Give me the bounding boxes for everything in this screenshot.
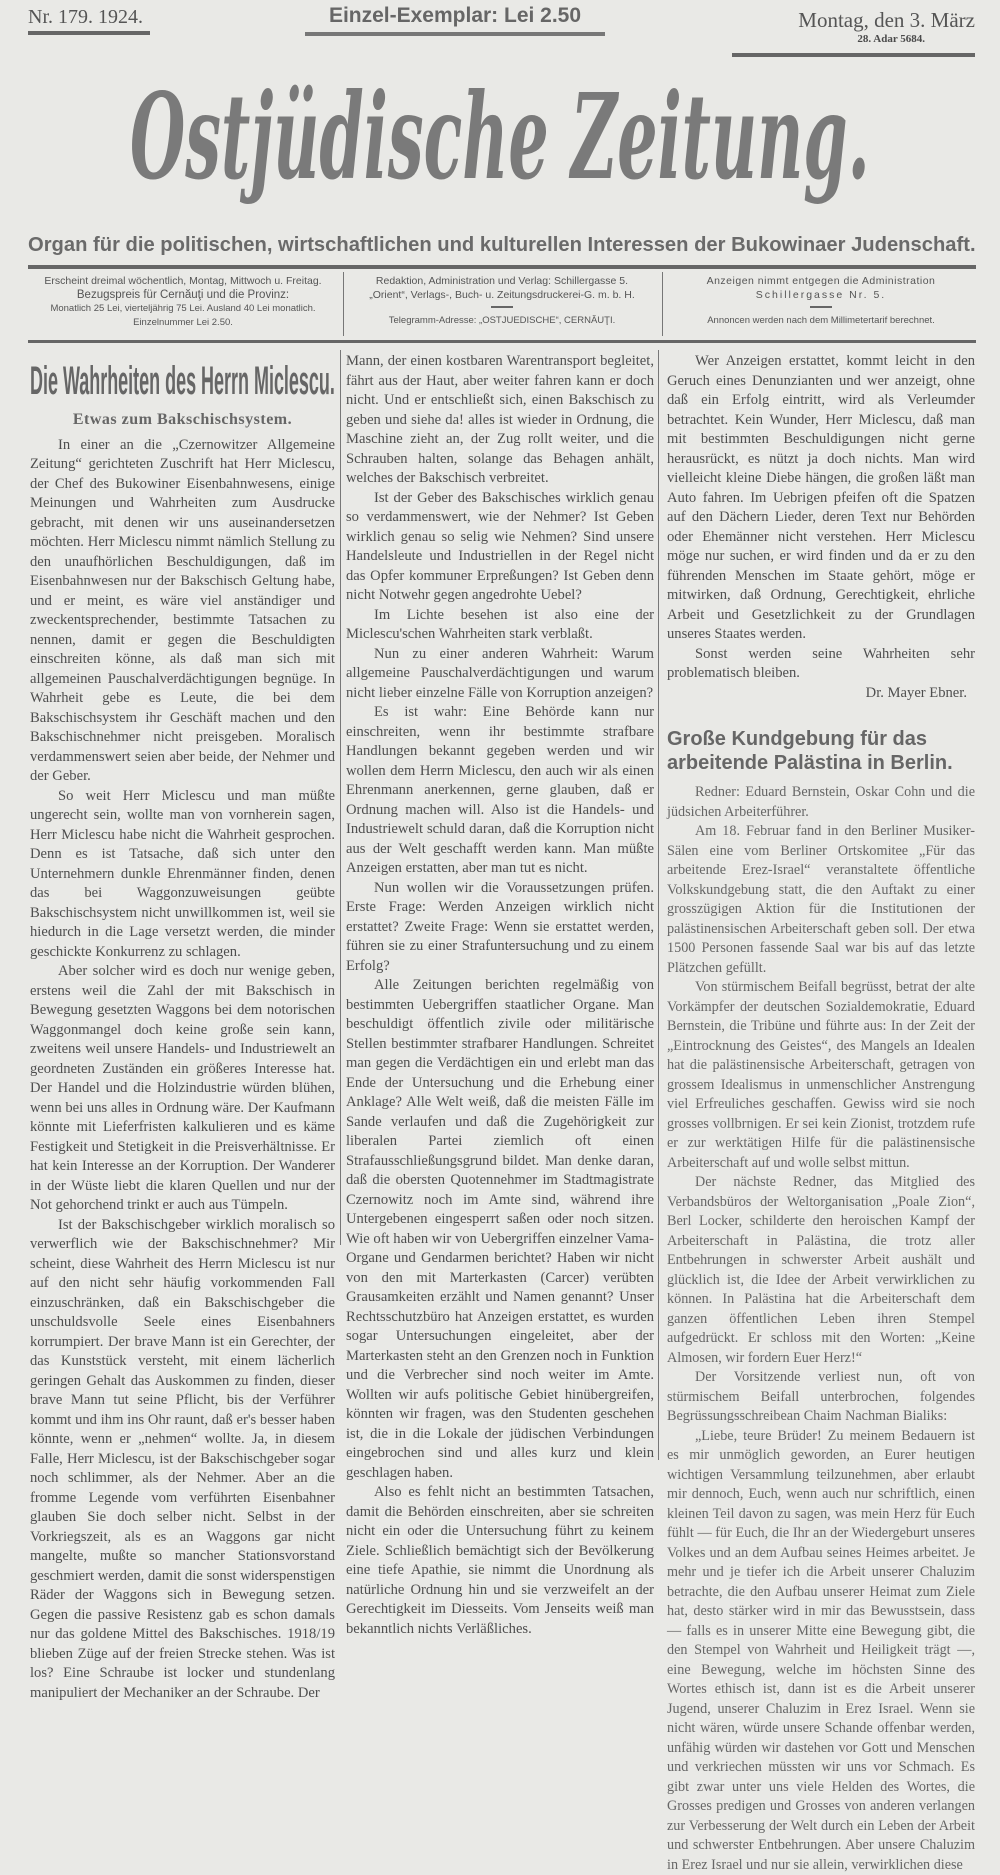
author-signature: Dr. Mayer Ebner.	[667, 684, 967, 704]
article-subtitle: Etwas zum Bakschischsystem.	[30, 410, 335, 430]
info-line: Redaktion, Administration und Verlag: Schillergasse 5.	[376, 274, 628, 288]
info-rule	[28, 340, 976, 343]
paragraph: Es ist wahr: Eine Behörde kann nur einschreiten, wenn ihr bestimmte strafbare Handlungen bekannt gegeben werden und wir wollen dem Herrn Miclescu, den auch wir als einen Ehrenmann anerkennen, gerne glauben, daß er Ordnung machen will. Also ist die Handels- und Industriewelt schuld daran, daß die Korruption nicht aus der Welt geschafft werden kann. Man müßte Anzeigen erstatten, aber man tut es nicht.	[346, 703, 654, 879]
paragraph: Am 18. Februar fand in den Berliner Musiker-Sälen eine vom Berliner Ortskomitee „Für das arbeitende Erez-Israel“ veranstaltete öffentliche Volkskundgebung statt, die den Auftakt zu einer grosszügigen Aktion für die Institutionen der palästinensischen Arbeiterschaft geben soll. Der etwa 1500 Personen fassende Saal war bis auf das letzte Plätzchen gefüllt.	[667, 822, 975, 978]
info-line-box	[30, 274, 336, 288]
paragraph: Aber solcher wird es doch nur wenige geben, erstens weil die Zahl der mit Bakschisch in Bewegung gesetzten Waggons bei dem notorischen Waggonmangel doch keine große sein kann, zweitens weil unsere Handels- und Industriewelt an geordneten Zuständen ein größeres Interesse hat. Der Handel und die Holzindustrie würden blühen, wenn bei uns alles in Ordnung wäre. Der Kaufmann könnte mit Lieferfristen kalkulieren und es käme Festigkeit und Stetigkeit in die Preisverhältnisse. Er hat kein Interesse an der Korruption. Der Wanderer in der Wüste liebt die klaren Quellen und nur der Not gehorchend trinkt er auch aus Tümpeln.	[30, 962, 335, 1216]
issue-number: Nr. 179. 1924.	[28, 6, 150, 35]
info-line-box	[667, 314, 975, 328]
masthead-logo: Ostjüdische Zeitung.	[130, 62, 870, 212]
info-divider	[662, 272, 663, 336]
column-divider	[658, 350, 659, 1460]
paragraph: Redner: Eduard Bernstein, Oskar Cohn und die jüdsichen Arbeiterführer.	[667, 783, 975, 822]
info-line-box	[30, 302, 336, 316]
info-line: Schillergasse Nr. 5.	[756, 288, 886, 302]
paragraph: Im Lichte besehen ist also eine der Miclescu'schen Wahrheiten stark verblaßt.	[346, 606, 654, 645]
paragraph: Ist der Bakschischgeber wirklich moralisch so verwerflich wie der Bakschischnehmer? Mir scheint, diese Wahrheit des Herrn Miclescu ist nur auf den nicht sehr häufig vorkommenden Fall einzuschränken, daß ein Bakschischgeber die unschuldsvolle Seele eines Eisenbahners korrumpiert. Der brave Mann ist ein Gerechter, der das Kunststück versteht, mit einem lächerlich geringen Gehalt das Auskommen zu finden, dieser brave Mann tut seine Pflicht, bis der Verführer kommt und ihm ins Ohr raunt, daß er's besser haben könnte, wenn er „nehmen“ wollte. Ja, in diesem Falle, Herr Miclescu, ist der Bakschischgeber sogar noch schlimmer, als der Nehmer. Aber an die fromme Legende vom verführten Eisenbahner glauben Sie doch selber nicht. Selbst in der Vorkriegszeit, als es an Waggons gar nicht mangelte, mußte so mancher Stationsvorstand geschmiert werden, damit die sonst widerspenstigen Räder der Waggons sich in Bewegung setzen. Gegen die passive Resistenz gab es schon damals nur das goldene Mittel des Bakschisches. 1918/19 blieben Züge auf der freien Strecke stehen. Was ist los? Eine Schraube ist locker und stundenlang manipuliert der Mechaniker an der Schraube. Der	[30, 1216, 335, 1704]
paragraph: Nun wollen wir die Voraussetzungen prüfen. Erste Frage: Werden Anzeigen wirklich nicht erstattet? Zweite Frage: Wenn sie erstattet werden, führen sie zu einer Strafuntersuchung und zu einem Erfolg?	[346, 879, 654, 977]
price-box	[305, 4, 605, 36]
column-2	[346, 352, 654, 1639]
info-line-box	[348, 314, 656, 328]
subscription-info	[30, 274, 336, 330]
info-line: Anzeigen nimmt entgegen die Administration	[707, 274, 936, 288]
masthead	[130, 62, 870, 212]
info-line: „Orient“, Verlags-, Buch- u. Zeitungsdruckerei-G. m. b. H.	[369, 288, 635, 302]
info-line-box	[30, 288, 336, 302]
info-line: Erscheint dreimal wöchentlich, Montag, Mittwoch u. Freitag.	[44, 274, 321, 288]
article-headline: Die Wahrheiten des Herrn Miclescu.	[30, 360, 335, 402]
info-line: Annoncen werden nach dem Millimetertarif berechnet.	[707, 314, 935, 328]
header-rule	[28, 265, 976, 269]
info-line-box	[30, 316, 336, 330]
paragraph: „Liebe, teure Brüder! Zu meinem Bedauern ist es mir unmöglich geworden, an Eurer heutigen wichtigen Versammlung teilzunehmen, aber erlaubt mir dennoch, Euch, wenn auch nur schriftlich, einen kleinen Teil davon zu sagen, was mein Herz für Euch fühlt — für Euch, die Ihr an der Wiedergeburt unseres Volkes und an dem Aufbau seines Heimes arbeitet. Je mehr und je tiefer ich die Arbeit unserer Chaluzim betrachte, die den Aufbau unserer Heimat zum Ziele hat, desto stärker wird in mir das Bewusstsein, dass — falls es in unserer Mitte eine Bewegung gibt, die den Stempel von Wahrheit und Heiligkeit trägt —, eine Bewegung, welche im höchsten Sinne des Wortes ethisch ist, dann ist es die Arbeit unserer Jugend, unserer Chaluzim in Erez Israel. Wenn sie nicht wären, würde unsere Schande offenbar werden, unfähig würden wir dastehen vor Gott und Menschen und verkriechen müssten wir uns vor Schmach. Es gibt zwar unter uns viele Helden des Wortes, die Grosses predigen und Grosses von anderen verlangen zur Verbesserung der Welt durch ein Leben der Arbeit und schwerster Entbehrungen. Aber unsere Chaluzim in Erez Israel und nur sie allein, verwirklichen diese	[667, 1427, 975, 1875]
info-line: Bezugspreis für Cernăuţi und die Provinz:	[77, 288, 289, 302]
paragraph: Von stürmischem Beifall begrüsst, betrat der alte Vorkämpfer der deutschen Sozialdemokratie, Eduard Bernstein, die Tribüne und führte aus: In der Zeit der „Eintrocknung des Geistes“, des Mangels an Idealen hat die palästinensische Arbeiterschaft, getragen von grossem Idealismus in unmenschlicher Anstrengung viel Erfreuliches geschaffen. Gewiss wird sie noch grosses vollbrnigen. Er sei kein Zionist, trotzdem rufe er zur werktätigen Hilfe für die palästinensische Arbeiterschaft auf und wolle selbst mittun.	[667, 978, 975, 1173]
headline-box	[30, 360, 335, 402]
paragraph: Der nächste Redner, das Mitglied des Verbandsbüros der Weltorganisation „Poale Zion“, Berl Locker, schilderte den heroischen Kampf der Arbeiterschaft in Palästina, die trotz aller Entbehrungen in schwerster Arbeit aushält und glücklich ist, die Idee der Arbeit verwirklichen zu können. In Palästina hat die Arbeiterschaft dem ganzen öffentlichen Leben ihren Stempel aufgedrückt. Er schloss mit den Worten: „Keine Almosen, wir fordern Euer Herz!“	[667, 1173, 975, 1368]
paragraph: So weit Herr Miclescu und man müßte ungerecht sein, wollte man von vornherein sagen, Herr Miclescu habe nicht die Wahrheit gesprochen. Denn es ist Tatsache, daß sich unter den Unternehmern dunkle Ehrenmänner finden, denen das bei Waggonzuweisungen geübte Bakschischsystem nicht unwillkommen ist, weil sie hiedurch in die Lage versetzt werden, die minder geschickte Konkurrenz zu schlagen.	[30, 787, 335, 963]
paragraph: Der Vorsitzende verliest nun, oft von stürmischem Beifall unterbrochen, folgendes Begrüssungsschreibean Chaim Nachman Bialiks:	[667, 1368, 975, 1427]
date-block	[732, 8, 975, 57]
info-line: Einzelnummer Lei 2.50.	[133, 316, 233, 330]
info-line-box	[667, 288, 975, 302]
paragraph: Also es fehlt nicht an bestimmten Tatsachen, damit die Behörden einschreiten, aber sie schreiten nicht ein oder die Untersuchung führt zu keinem Ziele. Schließlich bemächtigt sich der Bevölkerung eine tiefe Apathie, sie nimmt die Unordnung als natürliche Ordnung hin und sie verzweifelt an der Gerechtigkeit im Diesseits. Vom Jenseits weiß man bekanntlich nichts Verläßliches.	[346, 1483, 654, 1639]
divider	[491, 306, 513, 308]
article-headline: Große Kundgebung für das arbeitende Palästina in Berlin.	[667, 727, 975, 775]
paragraph: Sonst werden seine Wahrheiten sehr problematisch bleiben.	[667, 645, 975, 684]
info-line-box	[667, 274, 975, 288]
paragraph: In einer an die „Czernowitzer Allgemeine Zeitung“ gerichteten Zuschrift hat Herr Miclescu, der Chef des Bukowiner Eisenbahnwesens, einige Meinungen und Wahrheiten zum Ausdrucke gebracht, mit denen wir uns auseinandersetzen möchten. Herr Miclescu nimmt nämlich Stellung zu den unaufhörlichen Beschuldigungen, daß im Eisenbahnwesen nur der Bakschisch Geltung habe, und er meint, es wäre viel anständiger und zweckentsprechender, bestimmte Tatsachen zu nennen, damit er gegen die Beschuldigten einschreiten könne, als daß man sich mit allgemeinen Pauschalverdächtigungen begnüge. In Wahrheit gebe es Leute, die bei dem Bakschischsystem ihr Geschäft machen und den Bakschischnehmer nicht preisgeben. Moralisch verdammenswert seien aber beide, der Nehmer und der Geber.	[30, 436, 335, 787]
info-divider	[343, 272, 344, 336]
tagline: Organ für die politischen, wirtschaftlichen und kulturellen Interessen der Bukowinaer Judenschaft.	[28, 232, 976, 258]
issue-date: Montag, den 3. März	[732, 8, 975, 33]
paragraph: Alle Zeitungen berichten regelmäßig von bestimmten Uebergriffen staatlicher Organe. Man beschuldigt öffentlich zivile oder militärische Stellen bestimmter strafbarer Handlungen. Schreitet man gegen die Verdächtigen ein und erlebt man das Ende der Untersuchung und die Erhebung einer Anklage? Alle Welt weiß, daß die meisten Fälle im Sande verlaufen und daß die Zugehörigkeit zur liberalen Partei ziemlich oft einen Strafausschließungsgrund bildet. Man denke daran, daß die obersten Quotennehmer im Stadtmagistrate Czernowitz noch im Amte sind, während ihre Untergebenen eingesperrt saßen oder noch sitzen. Wie oft haben wir von Uebergriffen einzelner Vama-Organe und Gendarmen berichtet? Haben wir nicht von den mit Marterkasten (Carcer) verübten Grausamkeiten erzählt und Namen genannt? Unser Rechtsschutzbüro hat Anzeigen erstattet, es wurden sogar Untersuchungen eingeleitet, aber der Marterkasten steht an den Grenzen noch in Funktion und die Verbrecher sind noch weiter im Amte. Wollten wir aufs politische Gebiet hinübergreifen, könnten wir fragen, was den Studenten geschehen ist, die in die Lokale der jüdischen Verbindungen eingebrochen sind und alles kurz und klein geschlagen haben.	[346, 976, 654, 1483]
advertising-info	[667, 274, 975, 328]
info-line-box	[348, 274, 656, 288]
hebrew-date: 28. Adar 5684.	[732, 33, 925, 45]
column-1	[30, 352, 335, 1703]
info-line-box	[348, 288, 656, 302]
single-copy-price: Einzel-Exemplar: Lei 2.50	[329, 4, 581, 28]
paragraph: Nun zu einer anderen Wahrheit: Warum allgemeine Pauschalverdächtigungen und warum nicht lieber einzelne Fälle von Korruption anzeigen?	[346, 645, 654, 704]
divider	[810, 306, 832, 308]
tagline-box	[28, 232, 976, 260]
column-3	[667, 352, 975, 1875]
editorial-info	[348, 274, 656, 328]
paragraph: Mann, der einen kostbaren Warentransport begleitet, fährt aus der Haut, aber weiter fahren kann er doch nicht. Und er entschließt sich, einen Bakschisch zu geben und siehe da! alles ist wieder in Ordnung, die Maschine zieht an, der Zug rollt weiter, und die Schrauben halten, solange das Behagen anhält, welches der Bakschisch verbreitet.	[346, 352, 654, 489]
info-line: Monatlich 25 Lei, vierteljährig 75 Lei. Ausland 40 Lei monatlich.	[50, 302, 315, 316]
info-line: Telegramm-Adresse: „OSTJUEDISCHE“, CERNĂUŢI.	[389, 314, 615, 328]
paragraph: Wer Anzeigen erstattet, kommt leicht in den Geruch eines Denunzianten und wer anzeigt, ohne daß ein Erfolg eintritt, wird als Verleumder betrachtet. Kein Wunder, Herr Miclescu, daß man mit bestimmten Beschuldigungen nicht gerne herausrückt, es nützt ja doch nichts. Man wird vielleicht kleine Diebe hängen, die großen läßt man Auto fahren. Im Uebrigen pfeifen oft die Spatzen auf den Dächern Lieder, deren Text nur Behörden oder Ehemänner nicht verstehen. Herr Miclescu möge nur suchen, er wird finden und da er zu den führenden Menschen im Staate gehört, möge er mitwirken, daß Ordnung, Gerechtigkeit, ehrliche Arbeit und Gesetzlichkeit zu der Grundlagen unseres Staates werden.	[667, 352, 975, 645]
column-divider	[340, 350, 341, 1245]
paragraph: Ist der Geber des Bakschisches wirklich genau so verdammenswert, wie der Nehmer? Ist Geben wirklich genau so selig wie Nehmen? Sind unsere Handelsleute und Industriellen in der Regel nicht das Opfer kommuner Erpreßungen? Ist Geben denn nicht Notwehr gegen angedrohte Uebel?	[346, 489, 654, 606]
article-body	[667, 783, 975, 1875]
